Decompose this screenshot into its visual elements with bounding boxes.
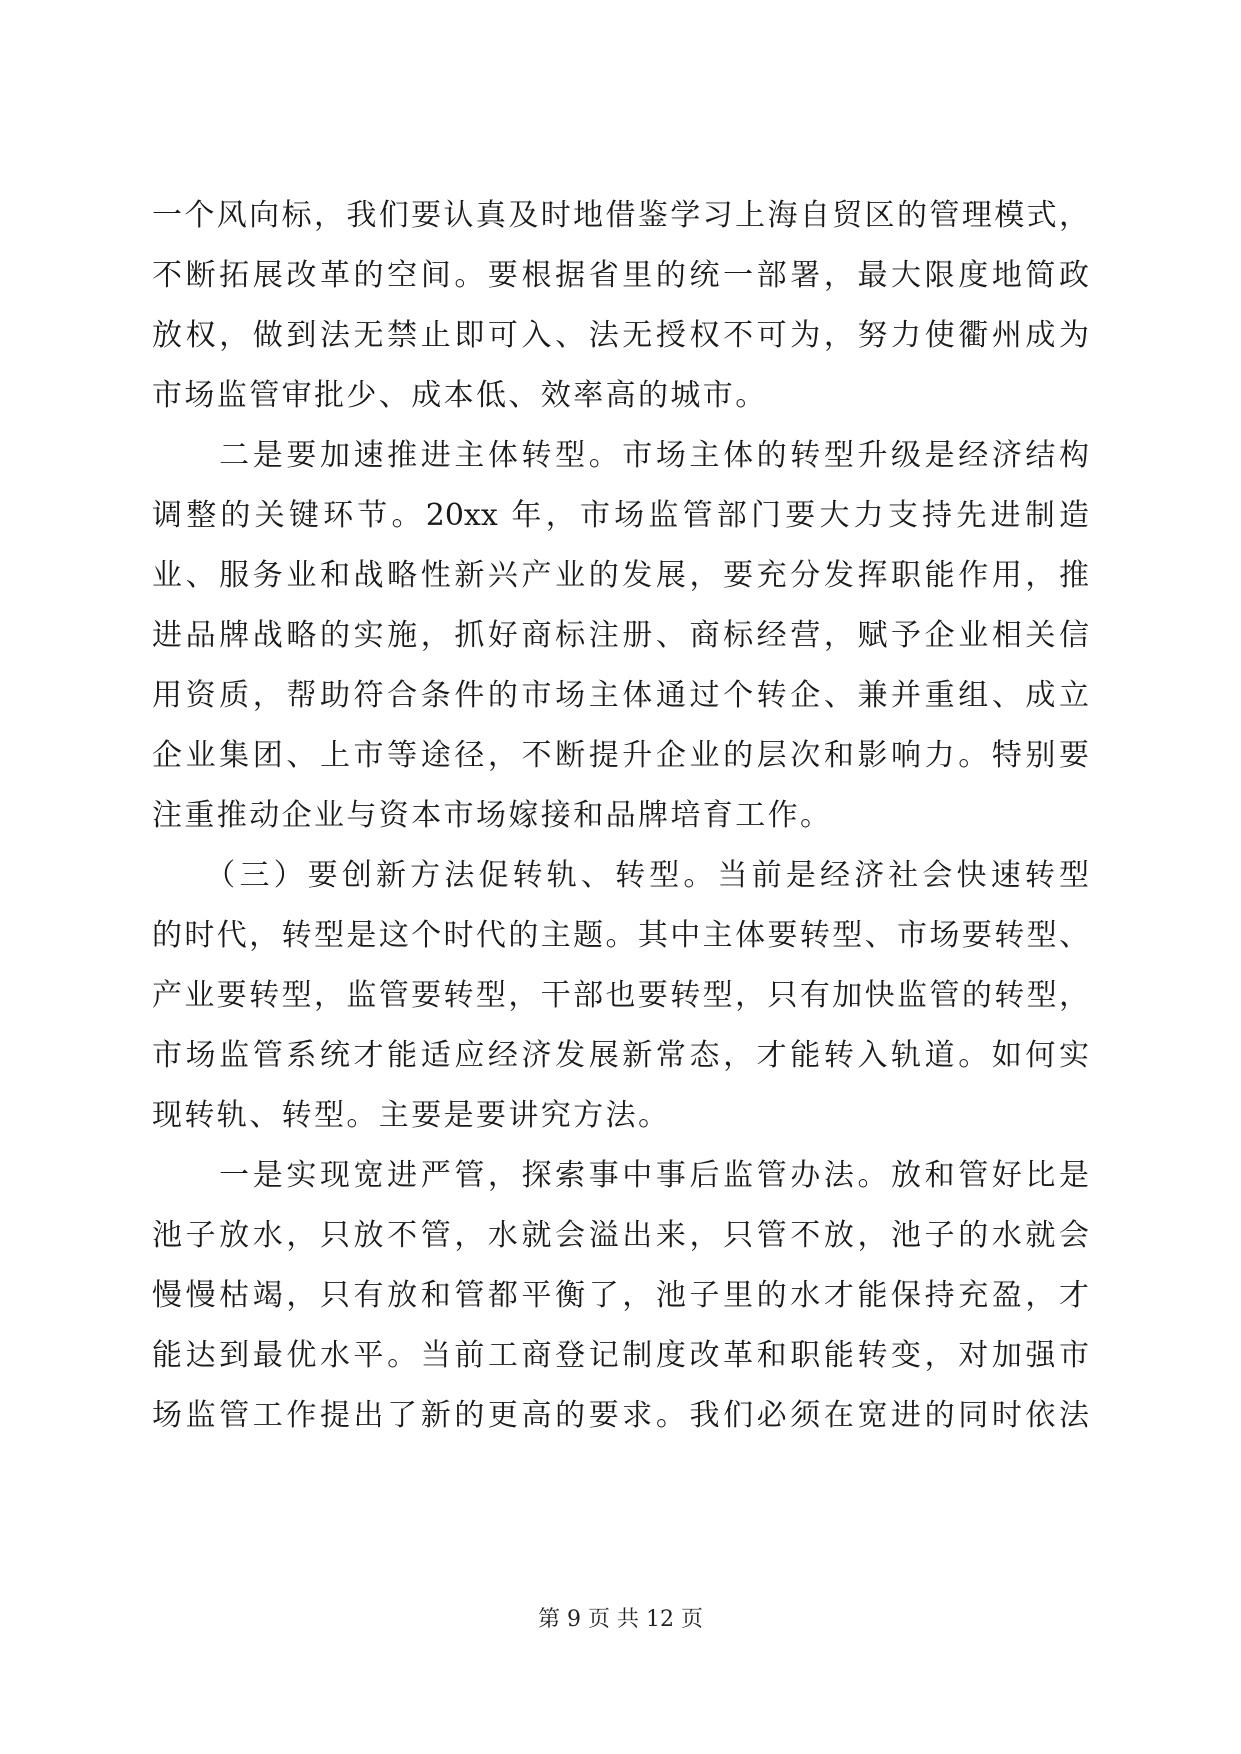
body-line: 能达到最优水平。当前工商登记制度改革和职能转变，对加强市 (152, 1338, 1089, 1373)
body-line: 现转轨、转型。主要是要讲究方法。 (152, 1098, 671, 1133)
body-line: 放权，做到法无禁止即可入、法无授权不可为，努力使衢州成为 (152, 318, 1089, 353)
body-line: 池子放水，只放不管，水就会溢出来，只管不放，池子的水就会 (152, 1218, 1089, 1253)
body-line: 一是实现宽进严管，探索事中事后监管办法。放和管好比是 (152, 1158, 1089, 1193)
body-line: 不断拓展改革的空间。要根据省里的统一部署，最大限度地简政 (152, 258, 1089, 293)
body-line: 场监管工作提出了新的更高的要求。我们必须在宽进的同时依法 (152, 1398, 1089, 1433)
body-line: 用资质，帮助符合条件的市场主体通过个转企、兼并重组、成立 (152, 678, 1089, 713)
body-line: （三）要创新方法促转轨、转型。当前是经济社会快速转型 (152, 858, 1089, 893)
body-line: 的时代，转型是这个时代的主题。其中主体要转型、市场要转型、 (152, 918, 1089, 953)
body-line: 调整的关键环节。20xx 年，市场监管部门要大力支持先进制造 (152, 498, 1089, 533)
page-number-footer: 第 9 页 共 12 页 (538, 1607, 703, 1632)
body-line: 市场监管系统才能适应经济发展新常态，才能转入轨道。如何实 (152, 1038, 1089, 1073)
body-line: 业、服务业和战略性新兴产业的发展，要充分发挥职能作用，推 (152, 558, 1089, 593)
body-line: 市场监管审批少、成本低、效率高的城市。 (152, 378, 768, 413)
body-line: 进品牌战略的实施，抓好商标注册、商标经营，赋予企业相关信 (152, 618, 1089, 653)
body-line: 企业集团、上市等途径，不断提升企业的层次和影响力。特别要 (152, 738, 1089, 773)
body-line: 一个风向标，我们要认真及时地借鉴学习上海自贸区的管理模式， (152, 198, 1089, 233)
body-line: 注重推动企业与资本市场嫁接和品牌培育工作。 (152, 798, 833, 833)
body-line: 产业要转型，监管要转型，干部也要转型，只有加快监管的转型， (152, 978, 1089, 1013)
body-line: 二是要加速推进主体转型。市场主体的转型升级是经济结构 (152, 438, 1089, 473)
body-line: 慢慢枯竭，只有放和管都平衡了，池子里的水才能保持充盈，才 (152, 1278, 1089, 1313)
